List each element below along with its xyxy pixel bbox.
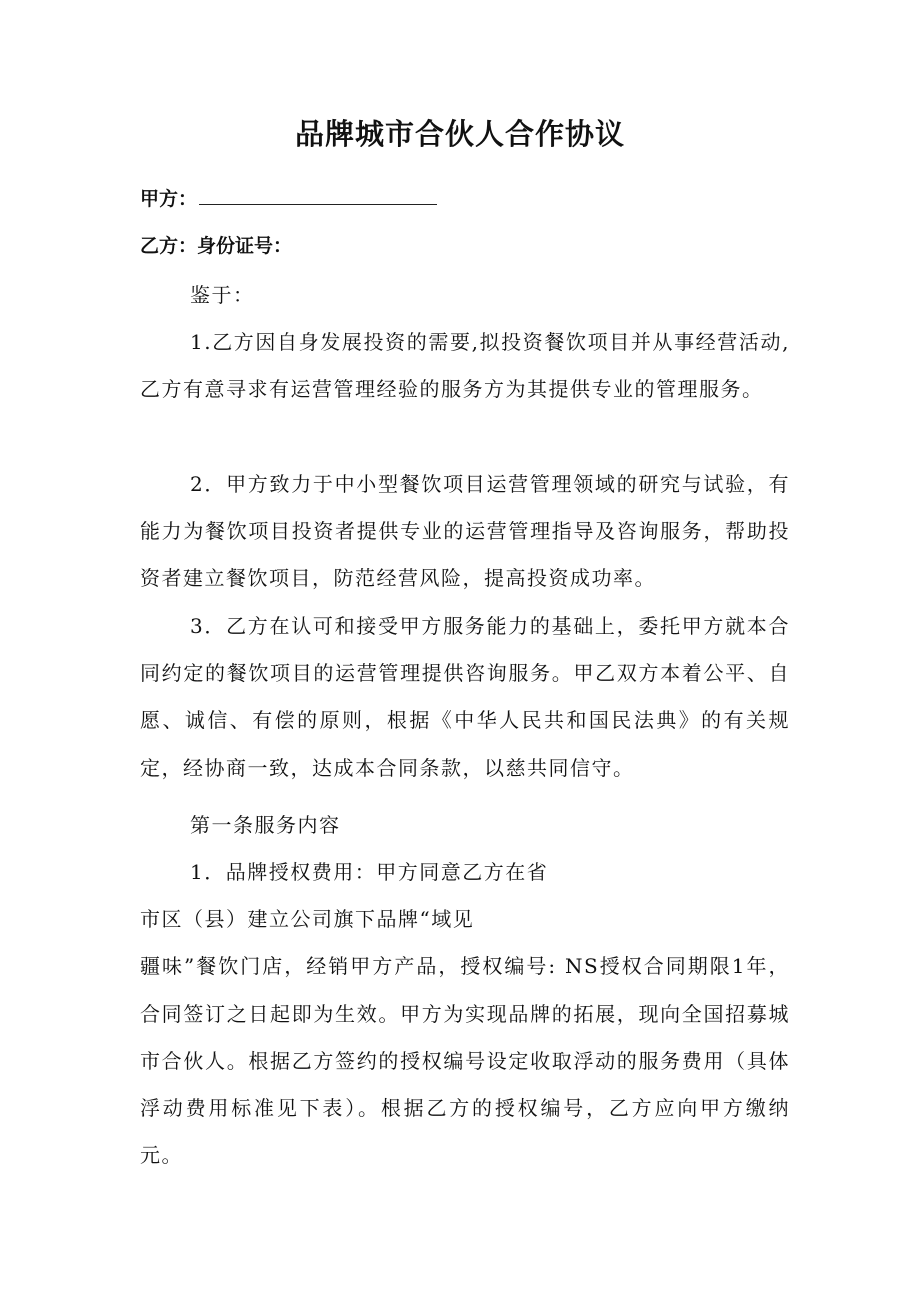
party-a-line: [140, 184, 437, 211]
party-b-label: 乙方：身份证号：: [140, 235, 293, 257]
whereas-heading: 鉴于：: [190, 283, 255, 307]
article-1-item-1-rest: 疆味”餐饮门店，经销甲方产品，授权编号: NS授权合同期限1年，合同签订之日起即为生效。甲方为实现品牌的拓展，现向全国招募城市合伙人。根据乙方签约的授权编号设定收取浮动的服务费用（具体浮动费用标准见下表）。根据乙方的授权编号，乙方应向甲方缴纳元。: [140, 954, 790, 1168]
paragraph-2: 2．甲方致力于中小型餐饮项目运营管理领域的研究与试验，有能力为餐饮项目投资者提供专业的运营管理指导及咨询服务，帮助投资者建立餐饮项目，防范经营风险，提高投资成功率。: [140, 472, 790, 591]
article-1-item-1-line-2: 市区（县）建立公司旗下品牌“域见: [140, 907, 475, 932]
article-1-item-1: [140, 849, 790, 1179]
paragraph-3: 3．乙方在认可和接受甲方服务能力的基础上，委托甲方就本合同约定的餐饮项目的运营管理提供咨询服务。甲乙双方本着公平、自愿、诚信、有偿的原则，根据《中华人民共和国民法典》的有关规定，经协商一致，达成本合同条款，以慈共同信守。: [140, 614, 790, 780]
article-1-item-1-line-1: 1．品牌授权费用：甲方同意乙方在省: [190, 860, 549, 884]
party-a-blank: [199, 186, 437, 205]
document-title: 品牌城市合伙人合作协议: [294, 117, 625, 151]
paragraph-1: 1.乙方因自身发展投资的需要,拟投资餐饮项目并从事经营活动,乙方有意寻求有运营管理经验的服务方为其提供专业的管理服务。: [140, 330, 790, 402]
party-a-label: 甲方：: [140, 188, 198, 210]
article-1-heading: 第一条服务内容: [190, 813, 341, 837]
